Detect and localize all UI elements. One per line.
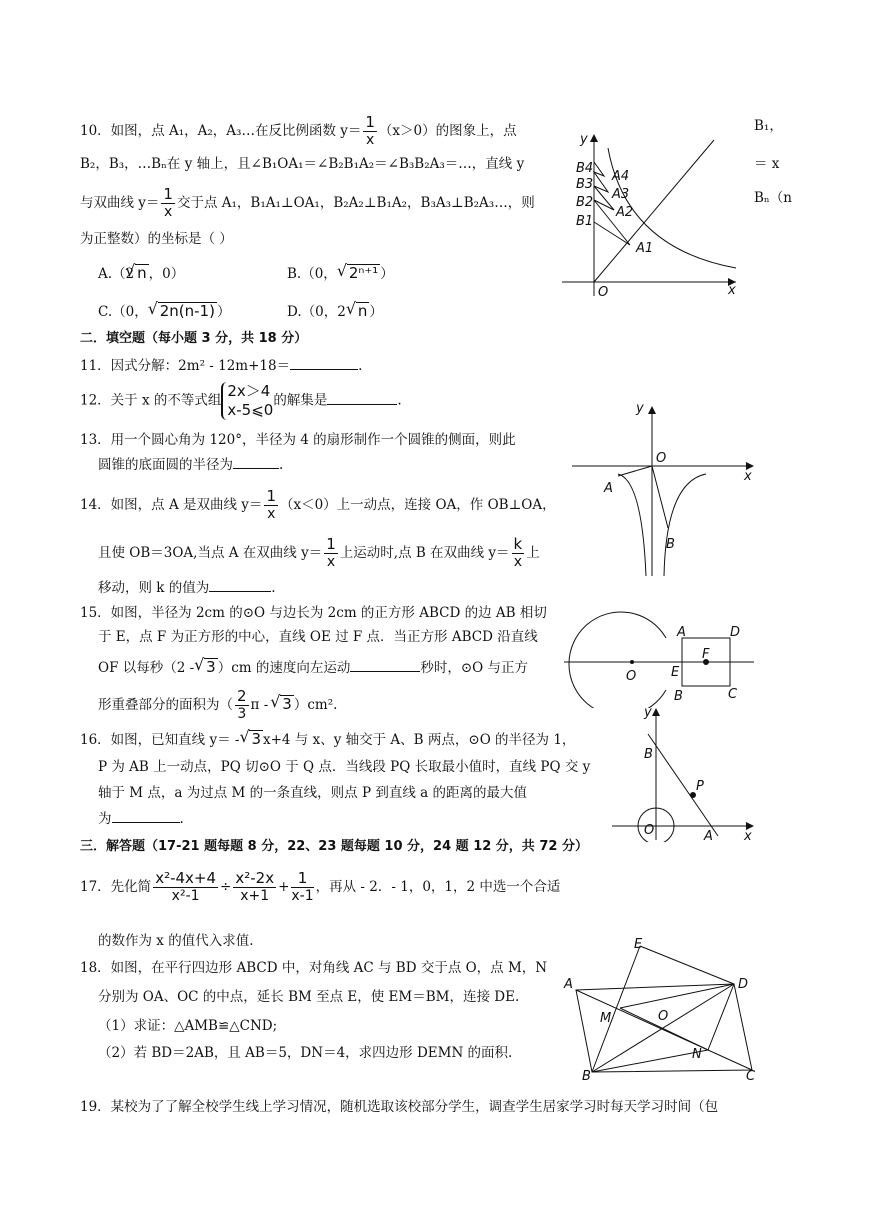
q11: 11．因式分解：2m² - 12m+18＝ .	[80, 358, 363, 374]
q15-line2: 于 E，点 F 为正方形的中心，直线 OE 过 F 点．当正方形 ABCD 沿直线	[98, 629, 538, 645]
figure-q14	[566, 400, 761, 580]
section-3-heading: 三．解答题（17-21 题每题 8 分，22、23 题每题 10 分，24 题 12 分，共 72 分）	[80, 839, 588, 854]
svg-text:A: A	[677, 625, 686, 640]
fraction-1-over-x: $\frac{1}{x}$	[365, 113, 375, 148]
svg-text:O: O	[644, 823, 655, 838]
svg-text:B: B	[644, 747, 653, 762]
svg-text:x: x	[744, 469, 752, 484]
figure-q18	[562, 934, 762, 1082]
svg-text:F: F	[702, 647, 710, 662]
q10-option-a[interactable]: A.（2√ n ，0）	[98, 264, 184, 283]
svg-text:B: B	[674, 689, 683, 704]
q10-line3-right: Bₙ（n	[754, 190, 792, 206]
figure-q10	[556, 128, 746, 300]
q16-line4: 为 .	[98, 811, 184, 827]
svg-text:A1: A1	[636, 241, 654, 256]
svg-text:C: C	[728, 687, 738, 702]
svg-text:A4: A4	[612, 169, 630, 184]
svg-text:M: M	[600, 1011, 612, 1026]
q17-line2: 的数作为 x 的值代入求值.	[98, 933, 254, 949]
q10-line2-right: ＝ x	[754, 156, 780, 172]
q16-line2: P 为 AB 上一动点，PQ 切⊙O 于 Q 点．当线段 PQ 长取最小值时，直线 PQ 交 y	[98, 759, 591, 775]
q10-line3: 与双曲线 y＝ $\frac{1}{x}$ 交于点 A₁，B₁A₁⊥OA₁，B₂A₂⊥B₁A₂，B₃A₃⊥B₂A₃…，则	[80, 185, 535, 220]
figure-q16	[606, 704, 758, 842]
svg-text:B2: B2	[576, 195, 594, 210]
svg-text:B4: B4	[576, 161, 594, 176]
svg-text:B: B	[666, 537, 675, 552]
svg-text:O: O	[598, 285, 609, 300]
svg-text:O: O	[656, 451, 667, 466]
q16-line3: 轴于 M 点，a 为过点 M 的一条直线，则点 P 到直线 a 的距离的最大值	[98, 785, 527, 801]
svg-text:C: C	[746, 1069, 756, 1082]
q12: 12．关于 x 的不等式组 2x＞4 x-5⩽0 的解集是 .	[80, 382, 402, 419]
q10-line4: 为正整数）的坐标是（ ）	[80, 231, 233, 247]
q18-line4: （2）若 BD＝2AB，且 AB＝5，DN＝4，求四边形 DEMN 的面积.	[98, 1045, 513, 1061]
svg-text:P: P	[696, 779, 704, 794]
q15-line1: 15．如图，半径为 2cm 的⊙O 与边长为 2cm 的正方形 ABCD 的边 AB 相切	[80, 605, 547, 621]
svg-text:N: N	[692, 1047, 702, 1062]
q18-line1: 18．如图，在平行四边形 ABCD 中，对角线 AC 与 BD 交于点 O，点 M，N	[80, 960, 548, 976]
q13-line2: 圆锥的底面圆的半径为 .	[98, 457, 284, 473]
q13-line1: 13．用一个圆心角为 120°，半径为 4 的扇形制作一个圆锥的侧面，则此	[80, 432, 516, 448]
q18-line3: （1）求证：△AMB≌△CND;	[98, 1018, 278, 1034]
q10-line1: 10．如图，点 A₁，A₂，A₃…在反比例函数 y＝ $\frac{1}{x}$ （x＞0）的图象上，点	[80, 113, 517, 148]
svg-text:y: y	[636, 401, 644, 416]
q17-line1: 17．先化简 $\frac{\text{x²-4x+4}}{\text{x²-1}}$ ÷ $\frac{\text{x²-2x}}{x+1}$ + $\frac{1}{x-1}$ ，再从 - 2．- 1，0，1，2 中选一个合适	[80, 869, 561, 904]
svg-text:y: y	[580, 132, 588, 147]
svg-text:E: E	[671, 665, 680, 680]
svg-text:D: D	[730, 625, 741, 640]
q16-line1: 16．如图，已知直线 y＝ -√ 3 x+4 与 x、y 轴交于 A、B 两点，⊙O 的半径为 1，	[80, 730, 575, 749]
svg-text:A: A	[564, 977, 573, 992]
svg-text:A2: A2	[616, 205, 634, 220]
svg-text:O: O	[626, 669, 637, 684]
q10-option-c[interactable]: C.（0，√ 2n(n-1) ）	[98, 302, 230, 321]
q14-line2: 且使 OB＝3OA,当点 A 在双曲线 y＝ $\frac{1}{x}$ 上运动时,点 B 在双曲线 y＝ $\frac{k}{x}$ 上	[98, 535, 540, 570]
q10-option-b[interactable]: B.（0，√ 2ⁿ⁺¹ ）	[287, 264, 394, 283]
svg-text:B1: B1	[576, 214, 594, 229]
svg-text:A: A	[704, 829, 713, 842]
svg-text:x: x	[728, 283, 736, 298]
svg-text:x: x	[744, 829, 752, 842]
svg-text:D: D	[738, 977, 749, 992]
q10-line1-right: B₁，	[754, 118, 783, 134]
q18-line2: 分别为 OA、OC 的中点，延长 BM 至点 E，使 EM＝BM，连接 DE.	[98, 989, 520, 1005]
q15-line4: 形重叠部分的面积为（ $\frac{2}{3}$ π -√ 3 ）cm².	[98, 688, 337, 723]
svg-text:E: E	[634, 937, 643, 952]
figure-q15	[560, 608, 760, 708]
q14-line3: 移动，则 k 的值为 .	[98, 580, 276, 596]
svg-text:O: O	[658, 1009, 669, 1024]
svg-text:y: y	[644, 705, 652, 720]
svg-text:A: A	[604, 481, 613, 496]
q10-option-d[interactable]: D.（0，2√ n ）	[287, 302, 383, 321]
q14-line1: 14．如图，点 A 是双曲线 y＝ $\frac{1}{x}$ （x＜0）上一动点，连接 OA，作 OB⊥OA，	[80, 487, 556, 522]
q19-line1: 19．某校为了了解全校学生线上学习情况，随机选取该校部分学生，调查学生居家学习时每天学习时间（包	[80, 1099, 719, 1115]
q10-line2: B₂，B₃，…Bₙ在 y 轴上，且∠B₁OA₁＝∠B₂B₁A₂＝∠B₃B₂A₃＝…，直线 y	[80, 156, 525, 172]
svg-text:A3: A3	[612, 187, 630, 202]
svg-text:B: B	[582, 1069, 591, 1082]
q15-line3: OF 以每秒（2 -√ 3 ）cm 的速度向左运动 秒时，⊙O 与正方	[98, 658, 528, 677]
section-2-heading: 二．填空题（每小题 3 分，共 18 分）	[80, 331, 308, 346]
svg-text:B3: B3	[576, 177, 594, 192]
